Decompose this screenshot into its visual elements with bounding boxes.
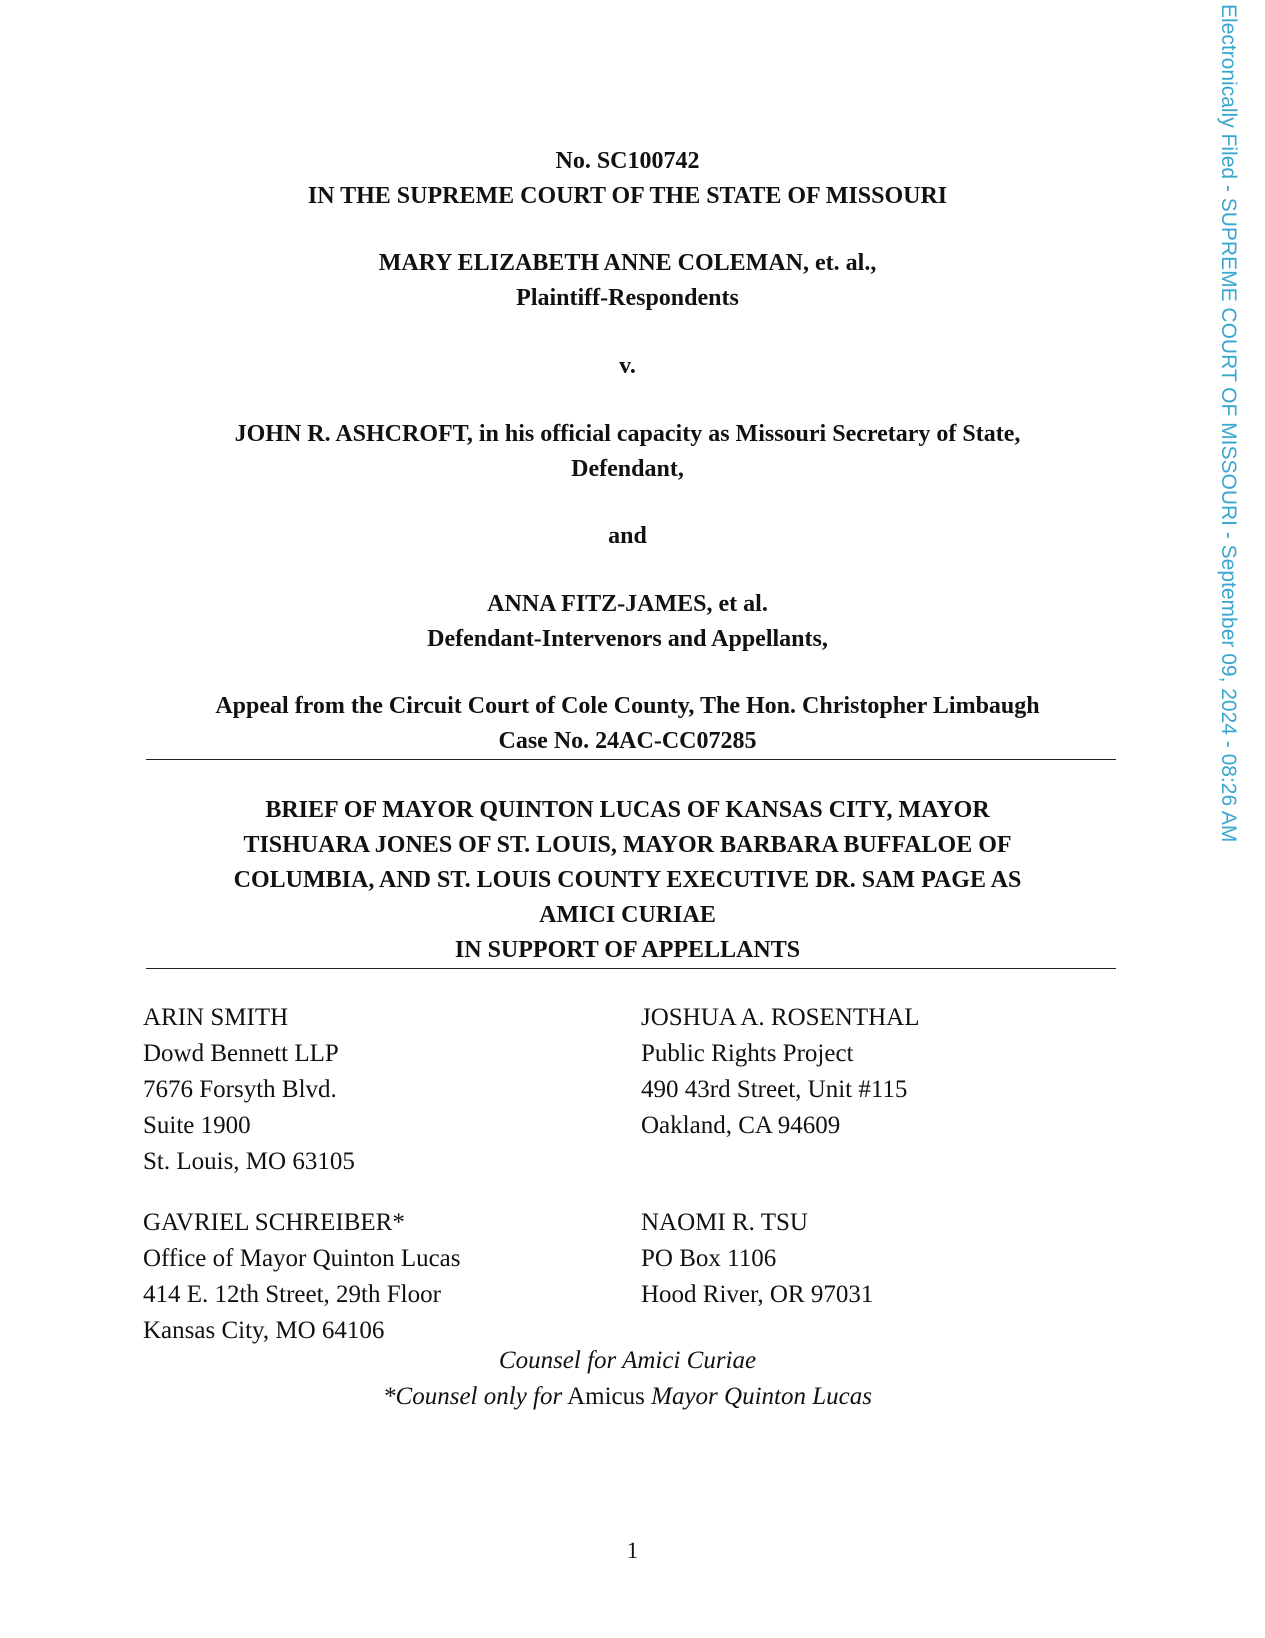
divider-bottom [146,968,1116,969]
counsel-block-rosenthal [641,1000,920,1144]
counsel-block-smith [143,1000,355,1180]
brief-title-line: TISHUARA JONES OF ST. LOUIS, MAYOR BARBARA BUFFALOE OF [243,832,1012,858]
counsel-only-mayor: Mayor Quinton Lucas [651,1383,872,1410]
appeal-line: Appeal from the Circuit Court of Cole County, The Hon. Christopher Limbaugh [215,693,1040,719]
counsel-only-amicus: Amicus [567,1383,645,1410]
brief-title-line: AMICI CURIAE [539,902,716,928]
defendant-block [140,417,1115,487]
efiling-stamp: Electronically Filed - SUPREME COURT OF MISSOURI - September 09, 2024 - 08:26 AM [1217,4,1240,843]
brief-title-line: COLUMBIA, AND ST. LOUIS COUNTY EXECUTIVE DR. SAM PAGE AS [233,867,1022,893]
lower-court-case-number: Case No. 24AC-CC07285 [498,728,757,754]
plaintiff-role: Plaintiff-Respondents [516,285,739,311]
versus: v. [619,353,636,379]
counsel-address-line: Hood River, OR 97031 [641,1281,874,1308]
counsel-for-amici: Counsel for Amici Curiae [498,1347,757,1374]
counsel-address-line: Public Rights Project [641,1040,854,1067]
counsel-address-line: 490 43rd Street, Unit #115 [641,1076,908,1103]
plaintiff-block [140,246,1115,316]
counsel-address-line: 7676 Forsyth Blvd. [143,1076,337,1103]
counsel-address-line: Oakland, CA 94609 [641,1112,841,1139]
counsel-name: JOSHUA A. ROSENTHAL [641,1004,920,1031]
page-number: 1 [626,1538,639,1563]
counsel-address-line: St. Louis, MO 63105 [143,1148,355,1175]
brief-title [140,793,1115,968]
case-caption-header [140,144,1115,214]
intervenor-name: ANNA FITZ-JAMES, et al. [487,591,768,617]
counsel-address-line: PO Box 1106 [641,1245,777,1272]
court-name: IN THE SUPREME COURT OF THE STATE OF MISSOURI [307,183,948,209]
counsel-address-line: Kansas City, MO 64106 [143,1317,385,1344]
intervenor-role: Defendant-Intervenors and Appellants, [427,626,828,652]
case-number: No. SC100742 [555,148,700,174]
counsel-note [140,1343,1115,1415]
counsel-address-line: Office of Mayor Quinton Lucas [143,1245,461,1272]
counsel-address-line: Suite 1900 [143,1112,251,1139]
brief-title-line: IN SUPPORT OF APPELLANTS [454,937,801,963]
counsel-address-line: Dowd Bennett LLP [143,1040,339,1067]
defendant-role: Defendant, [571,456,684,482]
counsel-only-note [140,1379,1115,1415]
counsel-block-schreiber [143,1205,461,1349]
counsel-name: ARIN SMITH [143,1004,289,1031]
appeal-block [140,689,1115,759]
brief-title-line: BRIEF OF MAYOR QUINTON LUCAS OF KANSAS CITY, MAYOR [265,797,990,823]
counsel-name: GAVRIEL SCHREIBER* [143,1209,405,1236]
counsel-only-prefix: *Counsel only for [383,1383,563,1410]
conjunction: and [608,523,647,549]
counsel-block-tsu [641,1205,873,1313]
intervenor-block [140,587,1115,657]
divider-top [146,759,1116,760]
defendant-name: JOHN R. ASHCROFT, in his official capacity as Missouri Secretary of State, [234,421,1021,447]
counsel-address-line: 414 E. 12th Street, 29th Floor [143,1281,441,1308]
plaintiff-name: MARY ELIZABETH ANNE COLEMAN, et. al., [378,250,877,276]
counsel-name: NAOMI R. TSU [641,1209,808,1236]
